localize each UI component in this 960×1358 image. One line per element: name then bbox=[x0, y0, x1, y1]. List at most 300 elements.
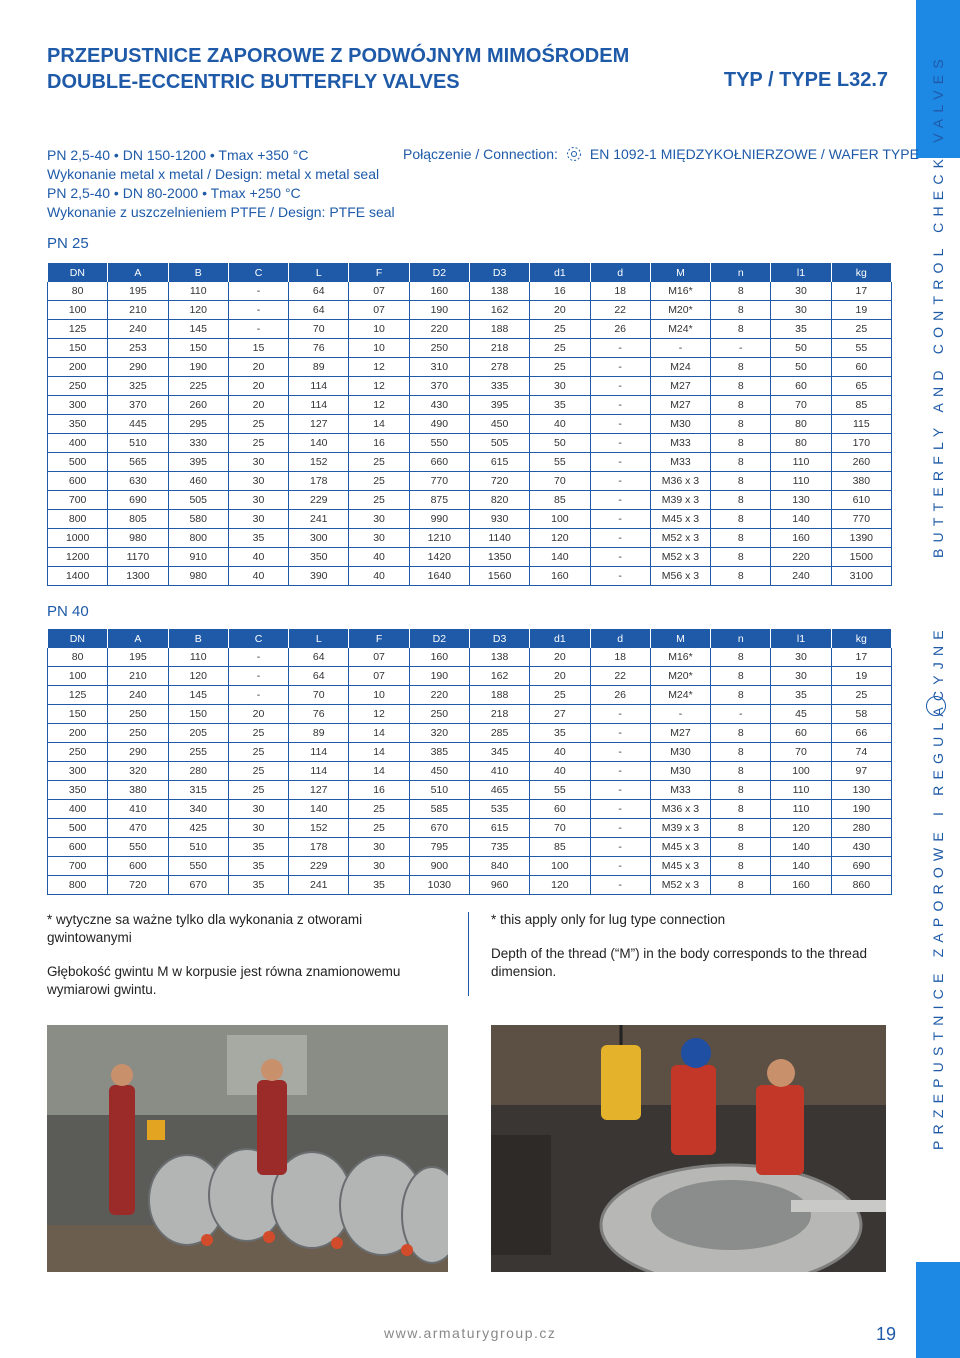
table-cell: 900 bbox=[409, 857, 469, 876]
table-cell: 8 bbox=[711, 510, 771, 529]
type-label: TYP / TYPE L32.7 bbox=[723, 69, 888, 91]
table-cell: 490 bbox=[409, 415, 469, 434]
brand-logo-icon bbox=[926, 696, 946, 716]
table-cell: 1210 bbox=[409, 529, 469, 548]
table-cell: M27 bbox=[650, 377, 710, 396]
table-cell: M45 x 3 bbox=[650, 857, 710, 876]
polish-note-1: * wytyczne sa ważne tylko dla wykonania z otworami gwintowanymi bbox=[47, 912, 363, 945]
table-cell: 370 bbox=[409, 377, 469, 396]
table-cell: 610 bbox=[831, 491, 891, 510]
table-cell: 100 bbox=[771, 762, 831, 781]
table-cell: 1300 bbox=[108, 567, 168, 586]
table-cell: - bbox=[590, 529, 650, 548]
column-header: D3 bbox=[469, 629, 529, 648]
table-cell: 25 bbox=[228, 724, 288, 743]
table-cell: 26 bbox=[590, 686, 650, 705]
column-header: L bbox=[289, 263, 349, 282]
table-cell: - bbox=[590, 705, 650, 724]
table-cell: - bbox=[590, 781, 650, 800]
column-header: A bbox=[108, 629, 168, 648]
table-cell: M39 x 3 bbox=[650, 819, 710, 838]
table-cell: 12 bbox=[349, 396, 409, 415]
table-cell: 550 bbox=[108, 838, 168, 857]
table-cell: 8 bbox=[711, 667, 771, 686]
spec-line-4: Wykonanie z uszczelnieniem PTFE / Design: PTFE seal bbox=[47, 204, 395, 220]
table-cell: 17 bbox=[831, 282, 891, 301]
table-cell: - bbox=[228, 686, 288, 705]
table-cell: M36 x 3 bbox=[650, 472, 710, 491]
table-cell: 8 bbox=[711, 396, 771, 415]
table-cell: 60 bbox=[771, 377, 831, 396]
table-cell: 12 bbox=[349, 377, 409, 396]
table-cell: 25 bbox=[349, 472, 409, 491]
table-cell: 300 bbox=[289, 529, 349, 548]
table-cell: 260 bbox=[831, 453, 891, 472]
table-cell: 735 bbox=[469, 838, 529, 857]
table-cell: 30 bbox=[771, 282, 831, 301]
table-cell: 40 bbox=[530, 743, 590, 762]
table-cell: 19 bbox=[831, 301, 891, 320]
table-cell: 76 bbox=[289, 339, 349, 358]
table-cell: M45 x 3 bbox=[650, 510, 710, 529]
table-cell: 8 bbox=[711, 800, 771, 819]
table-cell: 80 bbox=[771, 415, 831, 434]
table-cell: M20* bbox=[650, 667, 710, 686]
table-cell: 400 bbox=[48, 800, 108, 819]
table-cell: - bbox=[650, 339, 710, 358]
table-cell: 460 bbox=[168, 472, 228, 491]
table-cell: - bbox=[590, 415, 650, 434]
table-cell: 820 bbox=[469, 491, 529, 510]
table-cell: M56 x 3 bbox=[650, 567, 710, 586]
table-cell: 1170 bbox=[108, 548, 168, 567]
table-cell: 40 bbox=[228, 548, 288, 567]
spec-line-1: PN 2,5-40 • DN 150-1200 • Tmax +350 °C bbox=[47, 147, 309, 163]
table-cell: 150 bbox=[168, 705, 228, 724]
table-cell: 8 bbox=[711, 838, 771, 857]
table-cell: 100 bbox=[48, 301, 108, 320]
column-header: C bbox=[228, 263, 288, 282]
table-cell: - bbox=[590, 819, 650, 838]
table-cell: 35 bbox=[228, 838, 288, 857]
table-cell: 385 bbox=[409, 743, 469, 762]
table-cell: M27 bbox=[650, 396, 710, 415]
table-cell: 188 bbox=[469, 686, 529, 705]
table-cell: 30 bbox=[349, 510, 409, 529]
table-row bbox=[48, 358, 892, 377]
column-header: B bbox=[168, 263, 228, 282]
table-cell: 195 bbox=[108, 648, 168, 667]
spec-block bbox=[47, 146, 395, 222]
table-cell: 410 bbox=[108, 800, 168, 819]
pn40-table bbox=[47, 629, 892, 895]
table-cell: 20 bbox=[228, 396, 288, 415]
table-cell: 800 bbox=[48, 510, 108, 529]
table-cell: 64 bbox=[289, 282, 349, 301]
table-cell: 30 bbox=[771, 667, 831, 686]
column-header: d1 bbox=[530, 263, 590, 282]
table-cell: 430 bbox=[409, 396, 469, 415]
table-row bbox=[48, 686, 892, 705]
table-cell: 630 bbox=[108, 472, 168, 491]
table-cell: 8 bbox=[711, 567, 771, 586]
table-cell: 160 bbox=[409, 648, 469, 667]
table-cell: 55 bbox=[530, 453, 590, 472]
title-polish: PRZEPUSTNICE ZAPOROWE Z PODWÓJNYM MIMOŚRODEM bbox=[47, 45, 630, 67]
table-cell: 8 bbox=[711, 648, 771, 667]
table-cell: 178 bbox=[289, 472, 349, 491]
table-cell: 100 bbox=[48, 667, 108, 686]
table-cell: 8 bbox=[711, 282, 771, 301]
table-cell: 07 bbox=[349, 667, 409, 686]
table-cell: 8 bbox=[711, 529, 771, 548]
table-cell: 910 bbox=[168, 548, 228, 567]
table-cell: 140 bbox=[530, 548, 590, 567]
table-row bbox=[48, 876, 892, 895]
connection-info bbox=[403, 146, 919, 162]
table-cell: 190 bbox=[168, 358, 228, 377]
table-cell: 110 bbox=[771, 800, 831, 819]
column-header: n bbox=[711, 263, 771, 282]
table-cell: 15 bbox=[228, 339, 288, 358]
table-cell: 16 bbox=[349, 434, 409, 453]
table-cell: 250 bbox=[48, 377, 108, 396]
table-cell: 60 bbox=[771, 724, 831, 743]
table-cell: 20 bbox=[530, 648, 590, 667]
table-cell: 25 bbox=[228, 781, 288, 800]
table-cell: - bbox=[228, 320, 288, 339]
table-cell: 40 bbox=[228, 567, 288, 586]
column-header: n bbox=[711, 629, 771, 648]
table-cell: - bbox=[228, 282, 288, 301]
column-header: L bbox=[289, 629, 349, 648]
table-cell: - bbox=[590, 472, 650, 491]
table-cell: 220 bbox=[409, 320, 469, 339]
table-cell: 320 bbox=[409, 724, 469, 743]
table-cell: - bbox=[590, 838, 650, 857]
column-header: d bbox=[590, 629, 650, 648]
table-cell: 580 bbox=[168, 510, 228, 529]
table-cell: 30 bbox=[228, 800, 288, 819]
table-cell: 160 bbox=[771, 876, 831, 895]
table-cell: 380 bbox=[831, 472, 891, 491]
table-cell: 690 bbox=[831, 857, 891, 876]
table-cell: - bbox=[590, 743, 650, 762]
table-cell: 12 bbox=[349, 358, 409, 377]
table-cell: 30 bbox=[228, 472, 288, 491]
column-header: d bbox=[590, 263, 650, 282]
table-cell: 160 bbox=[409, 282, 469, 301]
column-header: F bbox=[349, 629, 409, 648]
table-cell: 65 bbox=[831, 377, 891, 396]
table-cell: 720 bbox=[469, 472, 529, 491]
table-cell: 110 bbox=[168, 282, 228, 301]
column-header: M bbox=[650, 263, 710, 282]
column-header: D2 bbox=[409, 629, 469, 648]
table-cell: 670 bbox=[409, 819, 469, 838]
table-cell: 1030 bbox=[409, 876, 469, 895]
table-cell: 10 bbox=[349, 320, 409, 339]
workshop-photo-right bbox=[491, 1025, 886, 1272]
column-header: kg bbox=[831, 263, 891, 282]
table-row bbox=[48, 510, 892, 529]
table-cell: 350 bbox=[48, 415, 108, 434]
table-cell: 20 bbox=[228, 377, 288, 396]
table-cell: 152 bbox=[289, 453, 349, 472]
table-cell: 8 bbox=[711, 472, 771, 491]
table-cell: 505 bbox=[469, 434, 529, 453]
table-cell: 585 bbox=[409, 800, 469, 819]
table-cell: 40 bbox=[530, 415, 590, 434]
table-cell: 25 bbox=[530, 358, 590, 377]
table-cell: 30 bbox=[771, 648, 831, 667]
table-cell: 70 bbox=[289, 320, 349, 339]
table-cell: 35 bbox=[228, 876, 288, 895]
column-header: C bbox=[228, 629, 288, 648]
table-cell: 40 bbox=[349, 567, 409, 586]
table-cell: 25 bbox=[228, 415, 288, 434]
table-cell: 600 bbox=[48, 838, 108, 857]
table-cell: 370 bbox=[108, 396, 168, 415]
table-cell: 8 bbox=[711, 857, 771, 876]
table-cell: M16* bbox=[650, 282, 710, 301]
table-cell: 16 bbox=[530, 282, 590, 301]
table-cell: 145 bbox=[168, 686, 228, 705]
table-cell: 80 bbox=[48, 648, 108, 667]
table-cell: 8 bbox=[711, 686, 771, 705]
table-cell: M24* bbox=[650, 686, 710, 705]
table-cell: 500 bbox=[48, 819, 108, 838]
table-cell: 840 bbox=[469, 857, 529, 876]
footer-website: www.armaturygroup.cz bbox=[384, 1325, 557, 1341]
table-cell: 55 bbox=[831, 339, 891, 358]
table-cell: 35 bbox=[349, 876, 409, 895]
table-cell: 980 bbox=[168, 567, 228, 586]
table-cell: 1420 bbox=[409, 548, 469, 567]
table-cell: 30 bbox=[228, 510, 288, 529]
table-cell: 8 bbox=[711, 762, 771, 781]
table-cell: 8 bbox=[711, 724, 771, 743]
table-cell: 600 bbox=[48, 472, 108, 491]
table-cell: 50 bbox=[771, 358, 831, 377]
table-cell: 280 bbox=[168, 762, 228, 781]
column-header: l1 bbox=[771, 263, 831, 282]
table-cell: M27 bbox=[650, 724, 710, 743]
spec-line-3: PN 2,5-40 • DN 80-2000 • Tmax +250 °C bbox=[47, 185, 301, 201]
table-cell: 8 bbox=[711, 491, 771, 510]
table-cell: 110 bbox=[771, 453, 831, 472]
table-cell: 8 bbox=[711, 548, 771, 567]
table-cell: 8 bbox=[711, 301, 771, 320]
table-cell: 125 bbox=[48, 686, 108, 705]
table-row bbox=[48, 282, 892, 301]
table-cell: 1140 bbox=[469, 529, 529, 548]
table-cell: 30 bbox=[530, 377, 590, 396]
table-cell: 770 bbox=[409, 472, 469, 491]
table-cell: 70 bbox=[771, 743, 831, 762]
table-cell: M33 bbox=[650, 434, 710, 453]
table-cell: 100 bbox=[530, 857, 590, 876]
table-cell: - bbox=[711, 339, 771, 358]
table-cell: 25 bbox=[349, 453, 409, 472]
column-header: A bbox=[108, 263, 168, 282]
table-cell: 565 bbox=[108, 453, 168, 472]
table-row bbox=[48, 377, 892, 396]
table-cell: 395 bbox=[168, 453, 228, 472]
table-cell: 205 bbox=[168, 724, 228, 743]
table-cell: 218 bbox=[469, 339, 529, 358]
table-cell: 07 bbox=[349, 282, 409, 301]
table-cell: 30 bbox=[349, 857, 409, 876]
table-cell: M30 bbox=[650, 762, 710, 781]
table-cell: 8 bbox=[711, 377, 771, 396]
table-cell: - bbox=[590, 358, 650, 377]
table-row bbox=[48, 548, 892, 567]
table-cell: 25 bbox=[530, 320, 590, 339]
table-row bbox=[48, 648, 892, 667]
table-cell: 445 bbox=[108, 415, 168, 434]
table-cell: - bbox=[590, 377, 650, 396]
table-cell: 40 bbox=[349, 548, 409, 567]
table-cell: 25 bbox=[530, 686, 590, 705]
table-cell: 800 bbox=[168, 529, 228, 548]
table-cell: 35 bbox=[228, 529, 288, 548]
table-cell: M33 bbox=[650, 453, 710, 472]
table-cell: 410 bbox=[469, 762, 529, 781]
table-cell: 550 bbox=[409, 434, 469, 453]
table-cell: 138 bbox=[469, 282, 529, 301]
table-cell: 64 bbox=[289, 648, 349, 667]
table-cell: 505 bbox=[168, 491, 228, 510]
table-cell: 700 bbox=[48, 491, 108, 510]
table-cell: 150 bbox=[48, 705, 108, 724]
table-cell: 35 bbox=[771, 320, 831, 339]
english-notes bbox=[491, 911, 892, 981]
table-cell: 40 bbox=[530, 762, 590, 781]
table-cell: 8 bbox=[711, 453, 771, 472]
table-cell: - bbox=[228, 301, 288, 320]
table-cell: 80 bbox=[48, 282, 108, 301]
column-header: DN bbox=[48, 629, 108, 648]
connection-label: Połączenie / Connection: bbox=[403, 146, 558, 162]
table-cell: 250 bbox=[409, 705, 469, 724]
table-cell: 70 bbox=[530, 819, 590, 838]
english-note-1: * this apply only for lug type connection bbox=[491, 912, 726, 927]
table-cell: 425 bbox=[168, 819, 228, 838]
table-cell: 310 bbox=[409, 358, 469, 377]
table-cell: 27 bbox=[530, 705, 590, 724]
table-cell: 250 bbox=[108, 724, 168, 743]
table-cell: 8 bbox=[711, 415, 771, 434]
column-header: M bbox=[650, 629, 710, 648]
table-cell: 241 bbox=[289, 510, 349, 529]
table-cell: 8 bbox=[711, 819, 771, 838]
spec-line-2: Wykonanie metal x metal / Design: metal x metal seal bbox=[47, 166, 380, 182]
table-cell: 110 bbox=[771, 472, 831, 491]
column-header: D2 bbox=[409, 263, 469, 282]
table-cell: 70 bbox=[289, 686, 349, 705]
table-cell: 300 bbox=[48, 762, 108, 781]
table-cell: 510 bbox=[108, 434, 168, 453]
table-cell: - bbox=[590, 396, 650, 415]
table-cell: 114 bbox=[289, 743, 349, 762]
table-row bbox=[48, 472, 892, 491]
table-cell: 18 bbox=[590, 648, 650, 667]
table-cell: 280 bbox=[831, 819, 891, 838]
table-cell: 80 bbox=[771, 434, 831, 453]
table-cell: 14 bbox=[349, 415, 409, 434]
table-cell: 241 bbox=[289, 876, 349, 895]
pn25-table bbox=[47, 263, 892, 586]
table-cell: 114 bbox=[289, 762, 349, 781]
table-cell: 300 bbox=[48, 396, 108, 415]
table-row bbox=[48, 339, 892, 358]
column-header: B bbox=[168, 629, 228, 648]
table-cell: M16* bbox=[650, 648, 710, 667]
table-cell: 145 bbox=[168, 320, 228, 339]
table-cell: - bbox=[228, 648, 288, 667]
table-cell: 19 bbox=[831, 667, 891, 686]
table-cell: 660 bbox=[409, 453, 469, 472]
table-cell: 210 bbox=[108, 667, 168, 686]
table-cell: 178 bbox=[289, 838, 349, 857]
table-row bbox=[48, 434, 892, 453]
table-row bbox=[48, 453, 892, 472]
table-cell: 390 bbox=[289, 567, 349, 586]
table-cell: - bbox=[590, 724, 650, 743]
column-header: l1 bbox=[771, 629, 831, 648]
table-cell: 990 bbox=[409, 510, 469, 529]
table-cell: 25 bbox=[831, 686, 891, 705]
table-cell: 805 bbox=[108, 510, 168, 529]
table-cell: 130 bbox=[771, 491, 831, 510]
table-cell: 50 bbox=[771, 339, 831, 358]
table-row bbox=[48, 396, 892, 415]
table-cell: 250 bbox=[48, 743, 108, 762]
table-cell: 250 bbox=[409, 339, 469, 358]
table-row bbox=[48, 567, 892, 586]
table-cell: 125 bbox=[48, 320, 108, 339]
table-cell: 97 bbox=[831, 762, 891, 781]
table-cell: 30 bbox=[349, 529, 409, 548]
title-english: DOUBLE-ECCENTRIC BUTTERFLY VALVES bbox=[47, 71, 460, 93]
table-cell: 250 bbox=[108, 705, 168, 724]
table-row bbox=[48, 529, 892, 548]
table-row bbox=[48, 857, 892, 876]
table-cell: 229 bbox=[289, 491, 349, 510]
table-cell: M24* bbox=[650, 320, 710, 339]
table-cell: 14 bbox=[349, 743, 409, 762]
table-cell: 70 bbox=[771, 396, 831, 415]
table-cell: 76 bbox=[289, 705, 349, 724]
table-cell: 1400 bbox=[48, 567, 108, 586]
connection-value: EN 1092-1 MIĘDZYKOŁNIERZOWE / WAFER TYPE bbox=[589, 146, 919, 162]
notes-divider bbox=[468, 912, 469, 996]
table-cell: 335 bbox=[469, 377, 529, 396]
table-cell: - bbox=[590, 491, 650, 510]
table-cell: 110 bbox=[771, 781, 831, 800]
table-cell: 1500 bbox=[831, 548, 891, 567]
table-cell: 25 bbox=[831, 320, 891, 339]
table-cell: 240 bbox=[108, 686, 168, 705]
table-cell: 35 bbox=[228, 857, 288, 876]
table-cell: 120 bbox=[168, 667, 228, 686]
table-cell: 278 bbox=[469, 358, 529, 377]
page-title bbox=[47, 43, 629, 95]
table-cell: 160 bbox=[771, 529, 831, 548]
table-cell: 130 bbox=[831, 781, 891, 800]
polish-note-2: Głębokość gwintu M w korpusie jest równa znamionowemu wymiarowi gwintu. bbox=[47, 964, 401, 997]
